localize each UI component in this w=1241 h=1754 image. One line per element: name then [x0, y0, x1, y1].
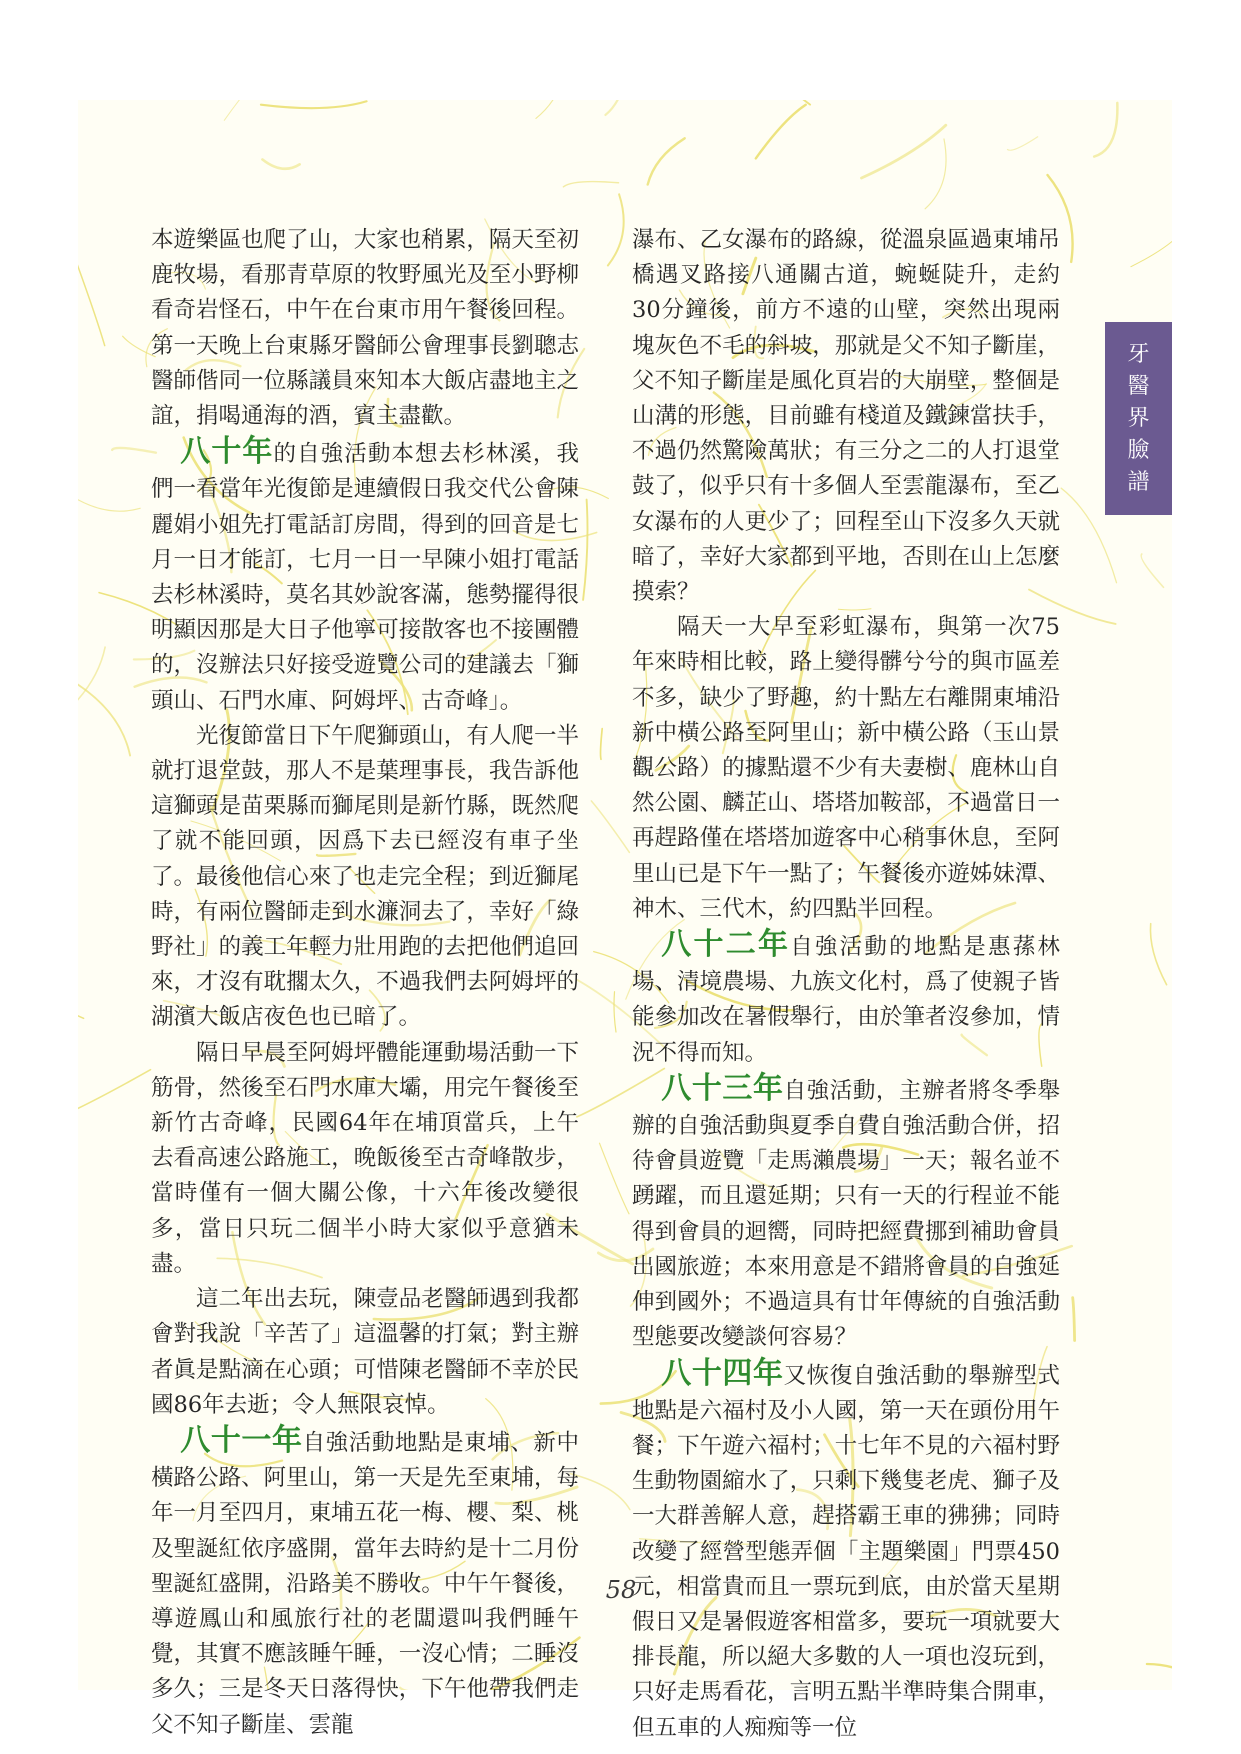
paper-fiber — [78, 1070, 151, 1119]
paragraph — [151, 1423, 579, 1743]
section-tab — [1105, 322, 1172, 515]
paragraph-text: 這二年出去玩，陳壹品老醫師遇到我都會對我說「辛苦了」這溫馨的打氣；對主辦者眞是點滴在心頭；可惜陳老醫師不幸於民國86年去逝；令人無限哀悼。 — [151, 1286, 579, 1418]
paper-fiber — [1094, 103, 1117, 157]
year-heading: 八十一年 — [180, 1422, 303, 1458]
page-number: 58 — [605, 1576, 637, 1604]
paper-fiber — [608, 194, 624, 265]
paper-fiber — [1150, 924, 1166, 985]
paragraph — [632, 610, 1060, 927]
paragraph-text: 隔天一大早至彩虹瀑布，與第一次75年來時相比較，路上變得髒兮兮的與市區差不多，缺少了野趣，約十點左右離開東埔沿新中橫公路至阿里山；新中橫公路（玉山景觀公路）的據點還不少有夫妻樹、鹿林山自然公園、麟芷山、塔塔加鞍部，不過當日一再趕路僅在塔塔加遊客中心稍事休息，至阿里山已是下午一點了；午餐後亦遊姊妹潭、神木、三代木，約四點半回程。 — [632, 614, 1060, 922]
paper-fiber — [112, 448, 156, 453]
paper-fiber — [1141, 554, 1163, 587]
section-tab-char: 牙 — [1127, 341, 1150, 367]
paper-fiber — [614, 992, 616, 1032]
paper-fiber — [591, 801, 629, 853]
paper-fiber — [1073, 1298, 1075, 1341]
paper-fiber — [78, 944, 84, 1019]
paragraph-text: 又恢復自強活動的舉辦型式地點是六福村及小人國，第一天在頭份用午餐；下午遊六福村；十七年不見的六福村野生動物園縮水了，只剩下幾隻老虎、獅子及一大群善解人意，趕搭霸王車的狒狒；同時改變了經營型態弄個「主題樂園」門票450元，相當貴而且一票玩到底，由於當天星期假日又是暑假遊客相當多，要玩一項就要大排長龍，所以絕大多數的人一項也沒玩到，只好走馬看花，言明五點半準時集合開車，但五車的人痴痴等一位 — [632, 1362, 1060, 1741]
paper-fiber — [606, 100, 627, 115]
paper-fiber — [601, 729, 603, 760]
section-tab-char: 臉 — [1127, 437, 1150, 463]
paper-fiber — [261, 101, 367, 108]
paper-fiber — [78, 257, 105, 346]
paragraph — [632, 1356, 1060, 1746]
paragraph — [151, 1282, 579, 1423]
year-heading: 八十年 — [180, 434, 274, 470]
paper-fiber — [536, 100, 568, 118]
year-heading: 八十三年 — [661, 1070, 784, 1106]
paper-fiber — [78, 683, 130, 756]
paragraph-text: 隔日早晨至阿姆坪體能運動場活動一下筋骨，然後至石門水庫大壩，用完午餐後至新竹古奇峰，民國64年在埔頂當兵，上午去看高速公路施工，晚飯後至古奇峰散步，當時僅有一個大關公像，十六年後改變很多，當日只玩二個半小時大家似乎意猶未盡。 — [151, 1039, 579, 1277]
left-column — [151, 223, 579, 1743]
paper-fiber — [1131, 222, 1172, 267]
paragraph — [632, 1071, 1060, 1356]
year-heading: 八十四年 — [661, 1355, 784, 1391]
paper-fiber — [1147, 1664, 1172, 1683]
section-tab-char: 醫 — [1127, 373, 1150, 399]
paragraph — [151, 223, 579, 434]
section-tab-char: 界 — [1127, 405, 1150, 431]
year-heading: 八十二年 — [661, 927, 791, 963]
paragraph-text: 自強活動地點是東埔、新中橫路公路、阿里山，第一天是先至東埔，每年一月至四月，東埔五花一梅、櫻、梨、桃及聖誕紅依序盛開，當年去時約是十二月份聖誕紅盛開，沿路美不勝收。中午午餐後，導遊鳳山和風旅行社的老闆還叫我們睡午覺，其實不應該睡午睡，一沒心情；二睡沒多久；三是冬天日落得快，下午他帶我們走父不知子斷崖、雲龍 — [151, 1429, 579, 1738]
paper-fiber — [570, 1474, 630, 1510]
paper-fiber — [263, 160, 300, 169]
paragraph-text: 瀑布、乙女瀑布的路線，從溫泉區過東埔吊橋遇叉路接八通關古道，蜿蜒陡升，走約30分鐘後，前方不遠的山壁，突然出現兩塊灰色不毛的斜坡，那就是父不知子斷崖，父不知子斷崖是風化頁岩的大崩壁，整個是山溝的形態，目前雖有棧道及鐵鍊當扶手，不過仍然驚險萬狀；有三分之二的人打退堂鼓了，似乎只有十多個人至雲龍瀑布，至乙女瀑布的人更少了；回程至山下沒多久天就暗了，幸好大家都到平地，否則在山上怎麼摸索？ — [632, 227, 1060, 606]
paragraph-text: 光復節當日下午爬獅頭山，有人爬一半就打退堂鼓，那人不是葉理事長，我告訴他這獅頭是苗栗縣而獅尾則是新竹縣，既然爬了就不能回頭，因爲下去已經沒有車子坐了。最後他信心來了也走完全程；到近獅尾時，有兩位醫師走到水濂洞去了，幸好「綠野社」的義工年輕力壯用跑的去把他們追回來，才沒有耽擱太久，不過我們去阿姆坪的湖濱大飯店夜色也已暗了。 — [151, 722, 579, 1031]
paper-fiber — [756, 105, 806, 159]
paper-fiber — [600, 1143, 630, 1214]
paragraph — [151, 434, 579, 719]
paragraph — [151, 1036, 579, 1282]
paragraph — [632, 927, 1060, 1071]
paper-fiber — [775, 100, 810, 105]
paragraph-text: 自強活動的地點是惠蓀林場、清境農場、九族文化村，爲了使親子皆能參加改在暑假舉行，由於筆者沒參加，情況不得而知。 — [632, 934, 1060, 1066]
paper-fiber — [224, 100, 290, 120]
paper-fiber — [78, 493, 140, 511]
paper-fiber — [862, 125, 946, 178]
paragraph-text: 自強活動，主辦者將冬季舉辦的自強活動與夏季自費自強活動合併，招待會員遊覽「走馬瀨農場」一天；報名並不踴躍，而且還延期；只有一天的行程並不能得到會員的迴嚮，同時把經費挪到補助會員出國旅遊；本來用意是不錯將會員的自強延伸到國外；不過這具有廿年傳統的自強活動型態要改變談何容易？ — [632, 1077, 1060, 1351]
paper-fiber — [1008, 137, 1038, 150]
paragraph — [632, 223, 1060, 610]
paragraph-text: 本遊樂區也爬了山，大家也稍累，隔天至初鹿牧場，看那青草原的牧野風光及至小野柳看奇岩怪石，中午在台東市用午餐後回程。第一天晚上台東縣牙醫師公會理事長劉聰志醫師偕同一位縣議員來知本大飯店盡地主之誼，捐喝通海的酒，賓主盡歡。 — [151, 227, 579, 430]
paper-fiber — [583, 500, 587, 600]
section-tab-char: 譜 — [1127, 469, 1150, 495]
paper-fiber — [78, 647, 105, 716]
paragraph — [151, 719, 579, 1036]
paper-fiber — [563, 182, 618, 187]
paragraph-text: 的自強活動本想去杉林溪，我們一看當年光復節是連續假日我交代公會陳麗娟小姐先打電話訂房間，得到的回音是七月一日才能訂，七月一日一早陳小姐打電話去杉林溪時，莫名其妙說客滿，態勢擺得很明顯因那是大日子他寧可接散客也不接團體的，沒辦法只好接受遊覽公司的建議去「獅頭山、石門水庫、阿姆坪、古奇峰」。 — [151, 441, 579, 714]
paper-fiber — [648, 138, 685, 184]
right-column — [632, 223, 1060, 1746]
paper-fiber — [925, 139, 946, 209]
